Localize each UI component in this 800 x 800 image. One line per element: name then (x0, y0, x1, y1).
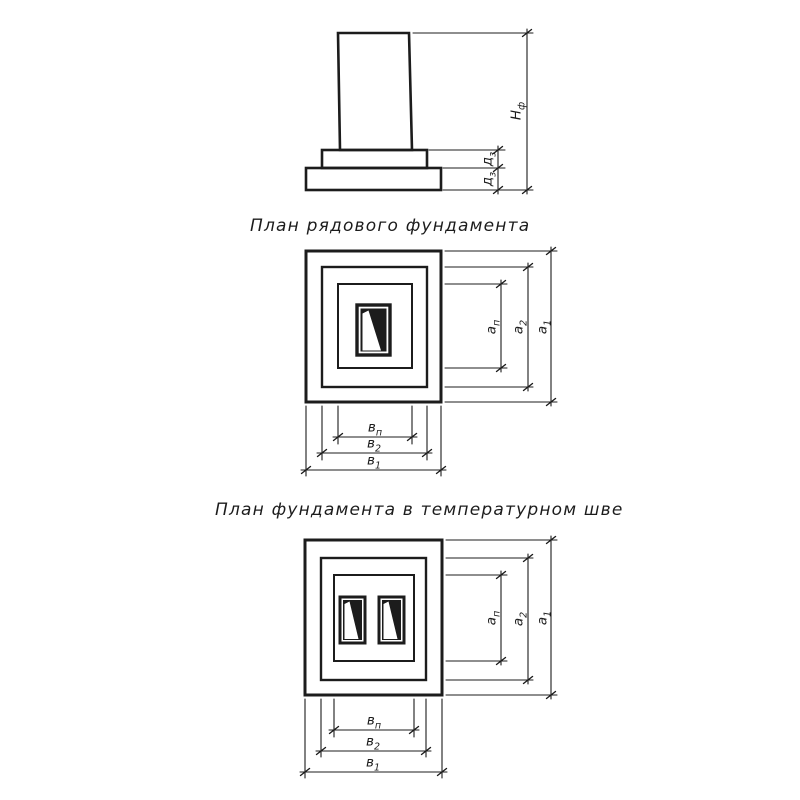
dim-label-sub: з (487, 171, 499, 177)
dim-label-plan-joint-a1 (535, 611, 554, 625)
plan-joint-outer-rect (305, 540, 442, 695)
dim-label-sub: ф (516, 101, 528, 110)
dim-label-step-lower (480, 172, 499, 186)
dim-label-main: а (534, 325, 551, 335)
dim-label-main: а (510, 325, 527, 335)
dim-label-sub: 2 (518, 319, 530, 326)
dim-label-sub: 1 (542, 610, 554, 617)
plan-joint-title: План фундамента в температурном шве (215, 500, 624, 520)
dim-label-main: а (483, 616, 500, 626)
plan-row-drawing (301, 247, 557, 476)
dim-label-plan-joint-b2 (366, 734, 380, 753)
base-step (306, 168, 441, 190)
dim-label-main: в (367, 419, 376, 436)
plan-row-column-socket (357, 305, 390, 355)
plan-joint-right-socket (379, 597, 404, 643)
dim-label-sub: 2 (518, 611, 530, 618)
dim-label-sub: 2 (373, 741, 381, 753)
dim-label-sub: п (374, 720, 382, 732)
dim-label-plan-joint-an (484, 611, 503, 626)
dim-label-sub: 2 (374, 443, 382, 455)
plan-row-dimension-ticks (302, 248, 556, 474)
dim-label-main: а (483, 325, 500, 335)
plan-joint-dimension-ticks (301, 537, 556, 776)
dim-label-main: а (510, 617, 527, 627)
dim-label-main: в (365, 733, 374, 750)
dim-label-sub: 1 (373, 762, 381, 774)
dim-label-main: д (479, 176, 496, 187)
dim-label-main: в (366, 712, 375, 729)
dim-label-main: в (365, 754, 374, 771)
dim-label-main: Н (508, 109, 525, 121)
dim-label-plan-row-an (484, 320, 503, 335)
column-outline (338, 33, 412, 150)
dim-label-plan-joint-b1 (366, 755, 380, 774)
plan-row-title: План рядового фундамента (250, 216, 531, 236)
dim-label-plan-row-a1 (535, 320, 554, 334)
elevation-drawing (306, 29, 533, 194)
upper-step (322, 150, 427, 168)
dim-label-sub: п (375, 427, 383, 439)
dim-label-plan-row-a2 (511, 320, 530, 334)
dim-label-main: в (366, 452, 375, 469)
dim-label-plan-joint-a2 (511, 612, 530, 626)
dim-label-plan-row-b1 (367, 453, 381, 472)
plan-joint-left-socket (340, 597, 365, 643)
dim-label-main: а (534, 616, 551, 626)
dim-label-main: д (479, 156, 496, 167)
dim-label-plan-row-b2 (367, 436, 381, 455)
dim-label-sub: п (491, 319, 503, 326)
dim-label-step-upper (480, 152, 499, 166)
dim-label-sub: з (487, 151, 499, 157)
dim-label-main: в (366, 435, 375, 452)
dim-label-sub: 1 (374, 460, 382, 472)
dim-label-plan-joint-bn (367, 713, 381, 732)
dim-label-sub: 1 (542, 319, 554, 326)
dim-label-sub: п (491, 610, 503, 617)
dim-label-foundation-height (509, 102, 528, 120)
plan-joint-drawing (300, 536, 557, 778)
